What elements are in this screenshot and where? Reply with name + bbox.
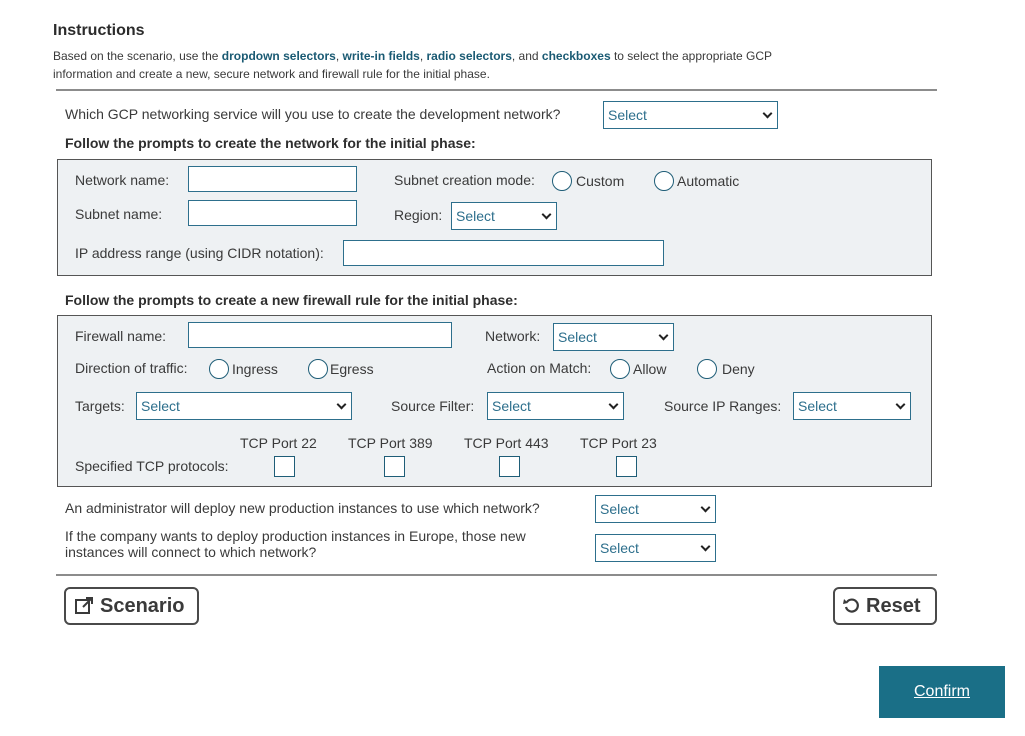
automatic-radio[interactable] <box>654 171 674 191</box>
firewall-name-input[interactable] <box>188 322 452 348</box>
port-389-label: TCP Port 389 <box>348 435 433 451</box>
source-filter-label: Source Filter: <box>391 398 475 414</box>
firewall-section-heading: Follow the prompts to create a new firewall rule for the initial phase: <box>65 292 518 308</box>
region-label: Region: <box>394 207 443 223</box>
port-23-checkbox[interactable] <box>616 456 637 477</box>
network-select[interactable]: Select <box>553 323 674 351</box>
port-22-checkbox[interactable] <box>274 456 295 477</box>
scenario-icon <box>74 596 94 616</box>
scenario-button[interactable]: Scenario <box>64 587 199 625</box>
chevron-down-icon <box>337 400 347 410</box>
port-443-label: TCP Port 443 <box>464 435 549 451</box>
ip-range-label: IP address range (using CIDR notation): <box>75 245 324 261</box>
instructions-text: Based on the scenario, use the dropdown selectors, write-in fields, radio selectors, and checkboxes to select the appropriate GCP information and create a new, secure network and firewall rule for the initial phase. <box>53 49 772 81</box>
q3-label: If the company wants to deploy production instances in Europe, those new instances will connect to which network? <box>65 528 526 560</box>
targets-label: Targets: <box>75 398 125 414</box>
instructions-title: Instructions <box>53 22 145 39</box>
port-22-label: TCP Port 22 <box>240 435 317 451</box>
chevron-down-icon <box>542 210 552 220</box>
automatic-label: Automatic <box>677 173 740 189</box>
allow-label: Allow <box>633 361 667 377</box>
port-389-checkbox[interactable] <box>384 456 405 477</box>
tcp-protocols-label: Specified TCP protocols: <box>75 458 229 474</box>
custom-label: Custom <box>576 173 625 189</box>
port-443-checkbox[interactable] <box>499 456 520 477</box>
chevron-down-icon <box>701 542 711 552</box>
source-ip-label: Source IP Ranges: <box>664 398 782 414</box>
ip-range-input[interactable] <box>343 240 664 266</box>
network-name-label: Network name: <box>75 172 170 188</box>
deny-radio[interactable] <box>697 359 717 379</box>
source-ip-select[interactable]: Select <box>793 392 911 420</box>
reset-icon <box>843 597 861 615</box>
ingress-label: Ingress <box>232 361 278 377</box>
confirm-button[interactable]: Confirm <box>879 666 1005 718</box>
egress-radio[interactable] <box>308 359 328 379</box>
q3-select[interactable]: Select <box>595 534 716 562</box>
q2-select[interactable]: Select <box>595 495 716 523</box>
subnet-mode-label: Subnet creation mode: <box>394 172 535 188</box>
top-divider <box>56 89 937 91</box>
direction-label: Direction of traffic: <box>75 360 188 376</box>
action-label: Action on Match: <box>487 360 592 376</box>
chevron-down-icon <box>896 400 906 410</box>
chevron-down-icon <box>701 503 711 513</box>
allow-radio[interactable] <box>610 359 630 379</box>
reset-button[interactable]: Reset <box>833 587 937 625</box>
chevron-down-icon <box>609 400 619 410</box>
ingress-radio[interactable] <box>209 359 229 379</box>
subnet-name-input[interactable] <box>188 200 357 226</box>
firewall-name-label: Firewall name: <box>75 328 167 344</box>
custom-radio[interactable] <box>552 171 572 191</box>
subnet-name-label: Subnet name: <box>75 206 163 222</box>
deny-label: Deny <box>722 361 755 377</box>
egress-label: Egress <box>330 361 374 377</box>
network-name-input[interactable] <box>188 166 357 192</box>
bottom-divider <box>56 574 937 576</box>
targets-select[interactable]: Select <box>136 392 352 420</box>
network-label: Network: <box>485 328 541 344</box>
source-filter-select[interactable]: Select <box>487 392 624 420</box>
port-23-label: TCP Port 23 <box>580 435 657 451</box>
q1-label: Which GCP networking service will you use to create the development network? <box>65 106 561 122</box>
network-section-heading: Follow the prompts to create the network for the initial phase: <box>65 135 476 151</box>
region-select[interactable]: Select <box>451 202 557 230</box>
chevron-down-icon <box>659 331 669 341</box>
q2-label: An administrator will deploy new production instances to use which network? <box>65 500 540 516</box>
chevron-down-icon <box>763 109 773 119</box>
q1-select[interactable]: Select <box>603 101 778 129</box>
